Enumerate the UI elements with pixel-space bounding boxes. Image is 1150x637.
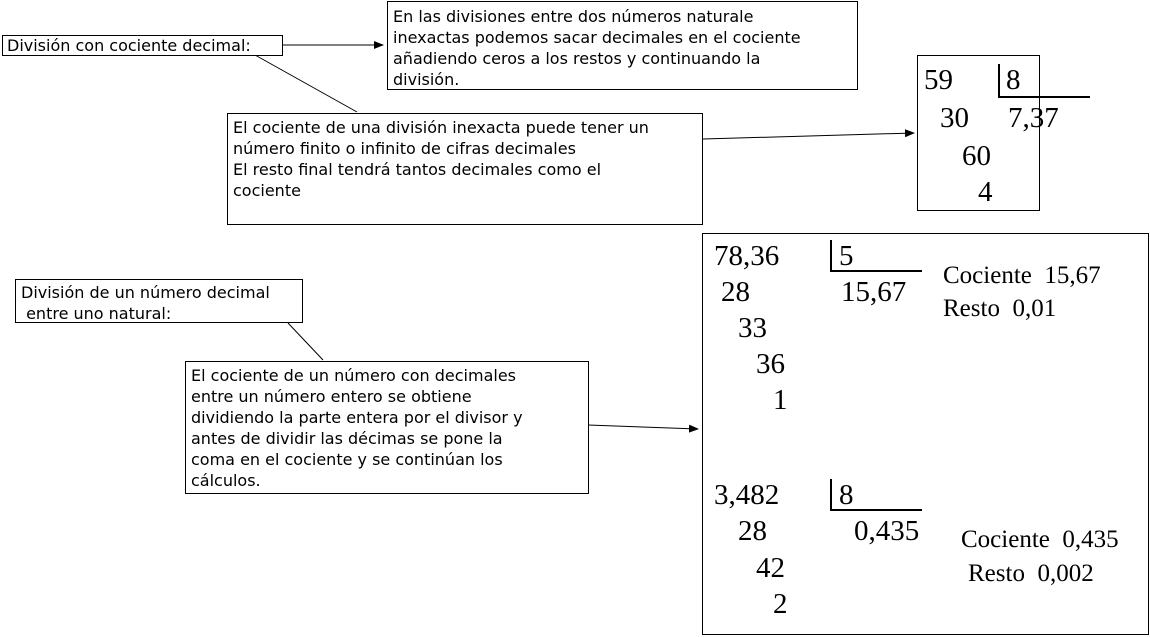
note-line: entre un número entero se obtiene — [191, 387, 472, 406]
quotient: 0,435 — [854, 515, 920, 547]
note-ceros-restos — [387, 1, 858, 90]
note-line: El cociente de un número con decimales — [191, 366, 516, 385]
dividend: 3,482 — [714, 479, 780, 511]
note-line: coma en el cociente y se continúan los — [191, 450, 503, 469]
dividend: 78,36 — [714, 240, 780, 272]
label-text: División de un número decimal — [21, 283, 270, 302]
division-bracket — [830, 479, 922, 511]
note-line: antes de dividir las décimas se pone la — [191, 429, 503, 448]
remainder: 30 — [940, 102, 969, 134]
divisor: 8 — [839, 479, 854, 511]
note-line: dividiendo la parte entera por el divisor y — [191, 408, 523, 427]
result-rest: Resto 0,01 — [943, 295, 1057, 322]
remainder: 42 — [756, 552, 785, 584]
remainder: 60 — [962, 140, 991, 172]
remainder: 33 — [738, 312, 767, 344]
note-line: división. — [393, 70, 460, 89]
division-decimal-examples — [702, 233, 1149, 635]
remainder: 2 — [773, 588, 788, 620]
note-line: número finito o infinito de cifras decimales — [233, 139, 576, 158]
note-line: cociente — [233, 181, 301, 200]
remainder: 4 — [978, 176, 993, 208]
note-cifras-decimales — [227, 113, 703, 225]
label-cociente-decimal — [2, 35, 283, 56]
note-line: inexactas podemos sacar decimales en el cociente — [393, 28, 801, 47]
arrow-to-division-box — [588, 425, 698, 429]
divisor: 5 — [839, 240, 854, 272]
note-poner-coma — [185, 361, 589, 494]
label-text: División con cociente decimal: — [7, 36, 251, 55]
label-decimal-entre-natural — [15, 279, 303, 323]
divisor: 8 — [1006, 64, 1021, 96]
remainder: 28 — [721, 276, 750, 308]
arrow-to-division-1 — [703, 133, 914, 139]
division-59-entre-8 — [917, 55, 1059, 211]
dividend: 59 — [924, 64, 953, 96]
result-quotient: Cociente 15,67 — [943, 262, 1101, 289]
result-rest: Resto 0,002 — [968, 560, 1094, 587]
note-line: El resto final tendrá tantos decimales como el — [233, 160, 602, 179]
result-quotient: Cociente 0,435 — [961, 526, 1119, 553]
remainder: 1 — [773, 384, 788, 416]
line-label-to-finito-note — [255, 55, 357, 112]
note-line: cálculos. — [191, 471, 261, 490]
note-line: El cociente de una división inexacta puede tener un — [233, 118, 649, 137]
remainder: 36 — [756, 348, 785, 380]
note-line: En las divisiones entre dos números naturale — [393, 7, 754, 26]
label-text: entre uno natural: — [21, 304, 172, 323]
quotient: 15,67 — [841, 276, 907, 308]
note-line: añadiendo ceros a los restos y continuando la — [393, 49, 761, 68]
line-label-to-coma-note — [288, 323, 323, 360]
division-bracket — [830, 240, 922, 272]
division-bracket — [998, 64, 1090, 98]
remainder: 28 — [738, 515, 767, 547]
quotient: 7,37 — [1008, 102, 1059, 134]
